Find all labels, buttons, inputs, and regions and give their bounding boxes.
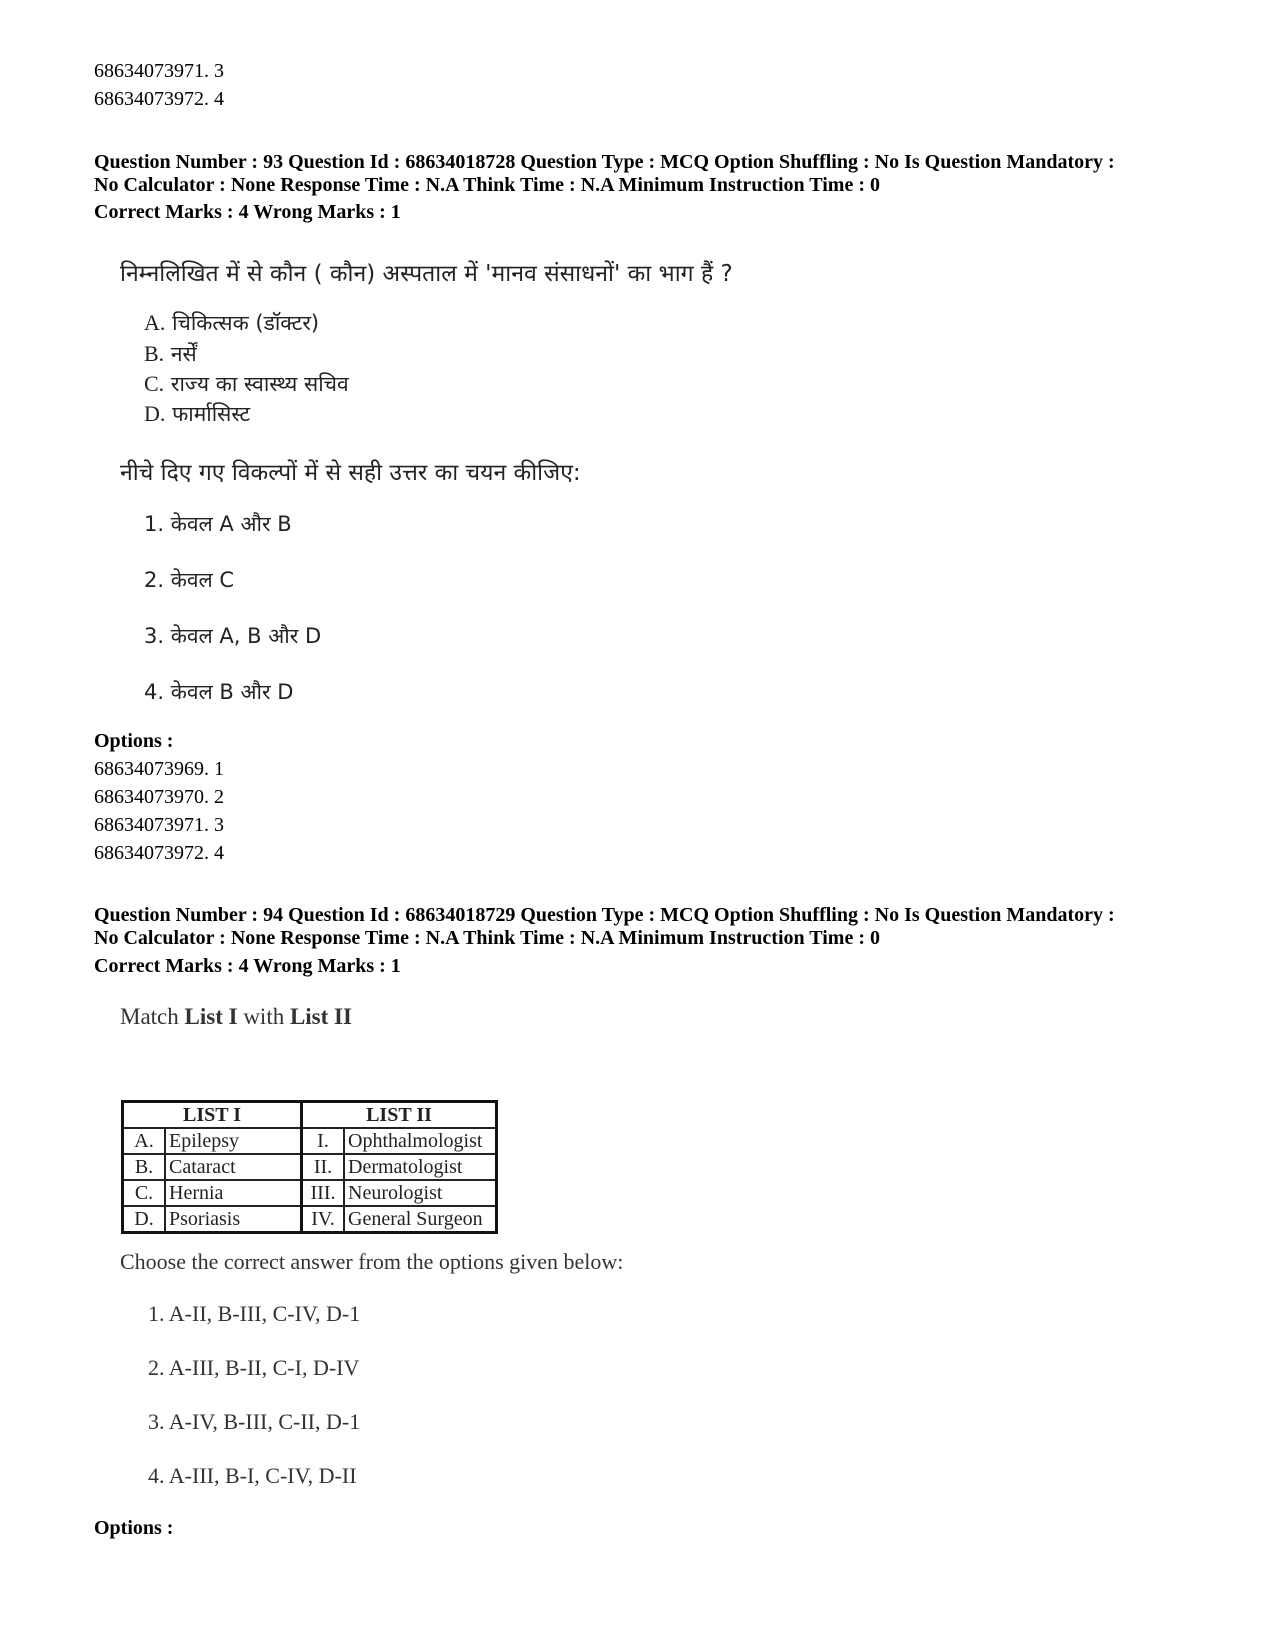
q93-item-a: A. चिकित्सक (डॉक्टर) [144, 310, 320, 335]
q93-item-c: C. राज्य का स्वास्थ्य सचिव [144, 371, 349, 396]
list2-numeral: I. [302, 1128, 345, 1154]
q93-header-line1: Question Number : 93 Question Id : 68634018728 Question Type : MCQ Option Shuffling : No Is Question Mandatory : [94, 151, 1115, 173]
q94-header-line2: No Calculator : None Response Time : N.A Think Time : N.A Minimum Instruction Time : 0 [94, 927, 880, 949]
option-line: 68634073970. 2 [94, 786, 224, 808]
list1-letter: B. [123, 1154, 166, 1180]
q94-options-label: Options : [94, 1517, 174, 1539]
q94-header-line1: Question Number : 94 Question Id : 68634018729 Question Type : MCQ Option Shuffling : No Is Question Mandatory : [94, 904, 1115, 926]
list1-term: Cataract [165, 1154, 302, 1180]
q93-choice-4: 4. केवल B और D [144, 680, 294, 704]
match-table-header [123, 1102, 497, 1129]
table-row [123, 1180, 497, 1206]
list2-specialist: General Surgeon [344, 1206, 497, 1233]
list2-heading: LIST II [302, 1102, 497, 1129]
list2-numeral: IV. [302, 1206, 345, 1233]
table-row [123, 1154, 497, 1180]
q94-question-text: Match List I with List II [120, 1004, 352, 1029]
q94-choice-1: 1. A-II, B-III, C-IV, D-1 [148, 1301, 361, 1326]
list1-letter: D. [123, 1206, 166, 1233]
option-line: 68634073972. 4 [94, 88, 224, 110]
q93-instruction: नीचे दिए गए विकल्पों में से सही उत्तर का चयन कीजिए: [120, 460, 581, 486]
table-row [123, 1206, 497, 1233]
list1-term: Psoriasis [165, 1206, 302, 1233]
q93-choice-1: 1. केवल A और B [144, 512, 292, 536]
list1-heading: LIST I [123, 1102, 302, 1129]
q93-options-label: Options : [94, 730, 174, 752]
q94-instruction: Choose the correct answer from the options given below: [120, 1249, 624, 1274]
list2-numeral: III. [302, 1180, 345, 1206]
q93-question-text: निम्नलिखित में से कौन ( कौन) अस्पताल में 'मानव संसाधनों' का भाग हैं ? [120, 261, 733, 287]
match-table [121, 1100, 498, 1234]
table-row [123, 1128, 497, 1154]
q94-choice-3: 3. A-IV, B-III, C-II, D-1 [148, 1409, 361, 1434]
list2-specialist: Dermatologist [344, 1154, 497, 1180]
list1-letter: A. [123, 1128, 166, 1154]
option-line: 68634073971. 3 [94, 60, 224, 82]
option-line: 68634073971. 3 [94, 814, 224, 836]
q93-item-b: B. नर्सें [144, 341, 197, 366]
list2-numeral: II. [302, 1154, 345, 1180]
list2-specialist: Ophthalmologist [344, 1128, 497, 1154]
list1-letter: C. [123, 1180, 166, 1206]
option-line: 68634073972. 4 [94, 842, 224, 864]
q93-choice-2: 2. केवल C [144, 568, 235, 592]
q93-header-line2: No Calculator : None Response Time : N.A Think Time : N.A Minimum Instruction Time : 0 [94, 174, 880, 196]
q94-choice-2: 2. A-III, B-II, C-I, D-IV [148, 1355, 360, 1380]
list2-specialist: Neurologist [344, 1180, 497, 1206]
list1-term: Epilepsy [165, 1128, 302, 1154]
q94-marks: Correct Marks : 4 Wrong Marks : 1 [94, 955, 401, 977]
q93-marks: Correct Marks : 4 Wrong Marks : 1 [94, 201, 401, 223]
q94-choice-4: 4. A-III, B-I, C-IV, D-II [148, 1463, 357, 1488]
q93-item-d: D. फार्मासिस्ट [144, 401, 251, 426]
option-line: 68634073969. 1 [94, 758, 224, 780]
q93-choice-3: 3. केवल A, B और D [144, 624, 322, 648]
list1-term: Hernia [165, 1180, 302, 1206]
